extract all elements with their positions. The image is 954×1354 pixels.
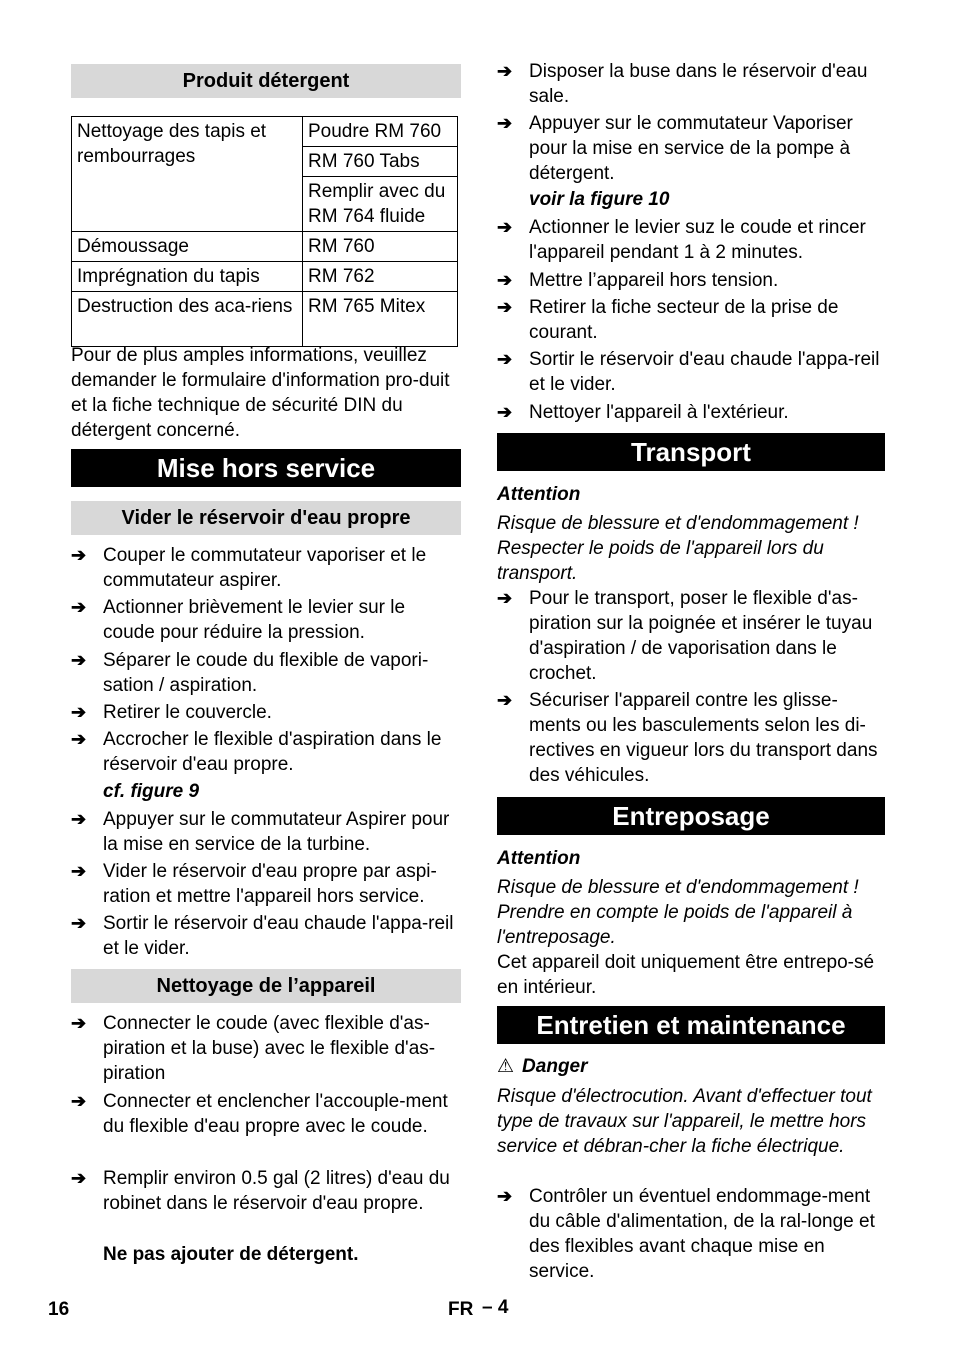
arrow-right-icon: ➔ [497, 402, 513, 422]
arrow-right-icon: ➔ [71, 650, 87, 670]
arrow-right-icon: ➔ [71, 702, 87, 722]
list-item: ➔ Mettre l’appareil hors tension. [497, 270, 779, 291]
list-item: ➔ Connecter le coude (avec flexible d'as-piration et la buse) avec le flexible d'as-piration [71, 1013, 436, 1084]
transport-heading: Transport [497, 433, 885, 471]
attention-label: Attention [497, 484, 581, 505]
arrow-right-icon: ➔ [71, 1168, 87, 1188]
list-item: ➔ Sortir le réservoir d'eau chaude l'appa-reil et le vider. [497, 349, 880, 395]
table-cell: Imprégnation du tapis [72, 262, 303, 292]
table-row [72, 117, 458, 147]
table-row [72, 262, 458, 292]
list-item: ➔ Actionner brièvement le levier sur le coude pour réduire la pression. [71, 597, 406, 643]
list-item: ➔ Sortir le réservoir d'eau chaude l'appa-reil et le vider. [71, 913, 454, 959]
figure-reference: voir la figure 10 [529, 189, 670, 210]
warning-triangle-icon: ⚠ [497, 1056, 515, 1077]
produit-heading: Produit détergent [71, 64, 461, 98]
table-cell: RM 765 Mitex [303, 292, 458, 347]
attention-label: Attention [497, 848, 581, 869]
arrow-right-icon: ➔ [497, 217, 513, 237]
list-item: ➔ Actionner le levier suz le coude et rincer l'appareil pendant 1 à 2 minutes. [497, 217, 866, 263]
table-cell: Remplir avec du RM 764 fluide [303, 177, 458, 232]
mise-hors-service-heading: Mise hors service [71, 449, 461, 487]
table-cell: RM 760 Tabs [303, 147, 458, 177]
vider-heading: Vider le réservoir d'eau propre [71, 501, 461, 535]
entreposage-heading: Entreposage [497, 797, 885, 835]
nettoyage-heading: Nettoyage de l’appareil [71, 969, 461, 1003]
arrow-right-icon: ➔ [497, 690, 513, 710]
table-cell: RM 762 [303, 262, 458, 292]
list-item: ➔ Couper le commutateur vaporiser et le commutateur aspirer. [71, 545, 427, 591]
detergent-table [71, 116, 458, 347]
arrow-right-icon: ➔ [71, 1013, 87, 1033]
entreposage-text: Cet appareil doit uniquement être entrepo-sé en intérieur. [497, 952, 875, 998]
list-item: ➔ Nettoyer l'appareil à l'extérieur. [497, 402, 789, 423]
arrow-right-icon: ➔ [497, 1186, 513, 1206]
entretien-heading: Entretien et maintenance [497, 1006, 885, 1044]
arrow-right-icon: ➔ [71, 597, 87, 617]
transport-warning: Risque de blessure et d'endommagement ! Respecter le poids de l'appareil lors du transport. [497, 513, 859, 584]
arrow-right-icon: ➔ [497, 270, 513, 290]
list-item: ➔ Vider le réservoir d'eau propre par aspi-ration et mettre l'appareil hors service. [71, 861, 437, 907]
arrow-right-icon: ➔ [71, 861, 87, 881]
page-number: 16 [48, 1299, 70, 1320]
arrow-right-icon: ➔ [71, 729, 87, 749]
danger-text: Risque d'électrocution. Avant d'effectuer tout type de travaux sur l'appareil, le mettre hors service et débran-cher la fiche électrique. [497, 1086, 872, 1157]
footer-subpage: – 4 [482, 1297, 509, 1318]
entreposage-warning: Risque de blessure et d'endommagement ! Prendre en compte le poids de l'appareil à l'entreposage. [497, 877, 859, 948]
no-detergent-note: Ne pas ajouter de détergent. [103, 1244, 359, 1265]
arrow-right-icon: ➔ [497, 588, 513, 608]
table-row [72, 232, 458, 262]
list-item: ➔ Appuyer sur le commutateur Vaporiser pour la mise en service de la pompe à détergent. [497, 113, 853, 184]
table-cell: Nettoyage des tapis et rembourrages [72, 117, 303, 232]
list-item: ➔ Retirer le couvercle. [71, 702, 272, 723]
arrow-right-icon: ➔ [71, 1091, 87, 1111]
list-item: ➔ Disposer la buse dans le réservoir d'eau sale. [497, 61, 868, 107]
list-item: ➔ Séparer le coude du flexible de vapori-sation / aspiration. [71, 650, 429, 696]
list-item: ➔ Retirer la fiche secteur de la prise de courant. [497, 297, 839, 343]
table-cell: RM 760 [303, 232, 458, 262]
table-row [72, 292, 458, 347]
arrow-right-icon: ➔ [497, 297, 513, 317]
arrow-right-icon: ➔ [71, 809, 87, 829]
list-item: ➔ Remplir environ 0.5 gal (2 litres) d'eau du robinet dans le réservoir d'eau propre. [71, 1168, 450, 1214]
list-item: ➔ Accrocher le flexible d'aspiration dans le réservoir d'eau propre. [71, 729, 442, 775]
list-item: ➔ Appuyer sur le commutateur Aspirer pour la mise en service de la turbine. [71, 809, 450, 855]
info-paragraph: Pour de plus amples informations, veuillez demander le formulaire d'information pro-duit et la fiche technique de sécurité DIN du détergent concerné. [71, 345, 450, 441]
arrow-right-icon: ➔ [71, 545, 87, 565]
list-item: ➔ Pour le transport, poser le flexible d'as-piration sur la poignée et insérer le tuyau d'aspiration / de vaporisation dans le crochet. [497, 588, 873, 684]
figure-reference: cf. figure 9 [103, 781, 200, 802]
table-cell: Poudre RM 760 [303, 117, 458, 147]
arrow-right-icon: ➔ [497, 349, 513, 369]
list-item: ➔ Contrôler un éventuel endommage-ment du câble d'alimentation, de la ral-longe et des flexibles avant chaque mise en service. [497, 1186, 875, 1282]
arrow-right-icon: ➔ [71, 913, 87, 933]
table-cell: Démoussage [72, 232, 303, 262]
arrow-right-icon: ➔ [497, 113, 513, 133]
list-item: ➔ Connecter et enclencher l'accouple-ment du flexible d'eau propre avec le coude. [71, 1091, 448, 1137]
footer-language: FR [448, 1299, 474, 1320]
table-cell: Destruction des aca-riens [72, 292, 303, 347]
list-item: ➔ Sécuriser l'appareil contre les glisse-ments ou les basculements selon les di-rectives en vigueur lors du transport dans des véhicules. [497, 690, 878, 786]
arrow-right-icon: ➔ [497, 61, 513, 81]
danger-label: ⚠ Danger [497, 1056, 588, 1077]
